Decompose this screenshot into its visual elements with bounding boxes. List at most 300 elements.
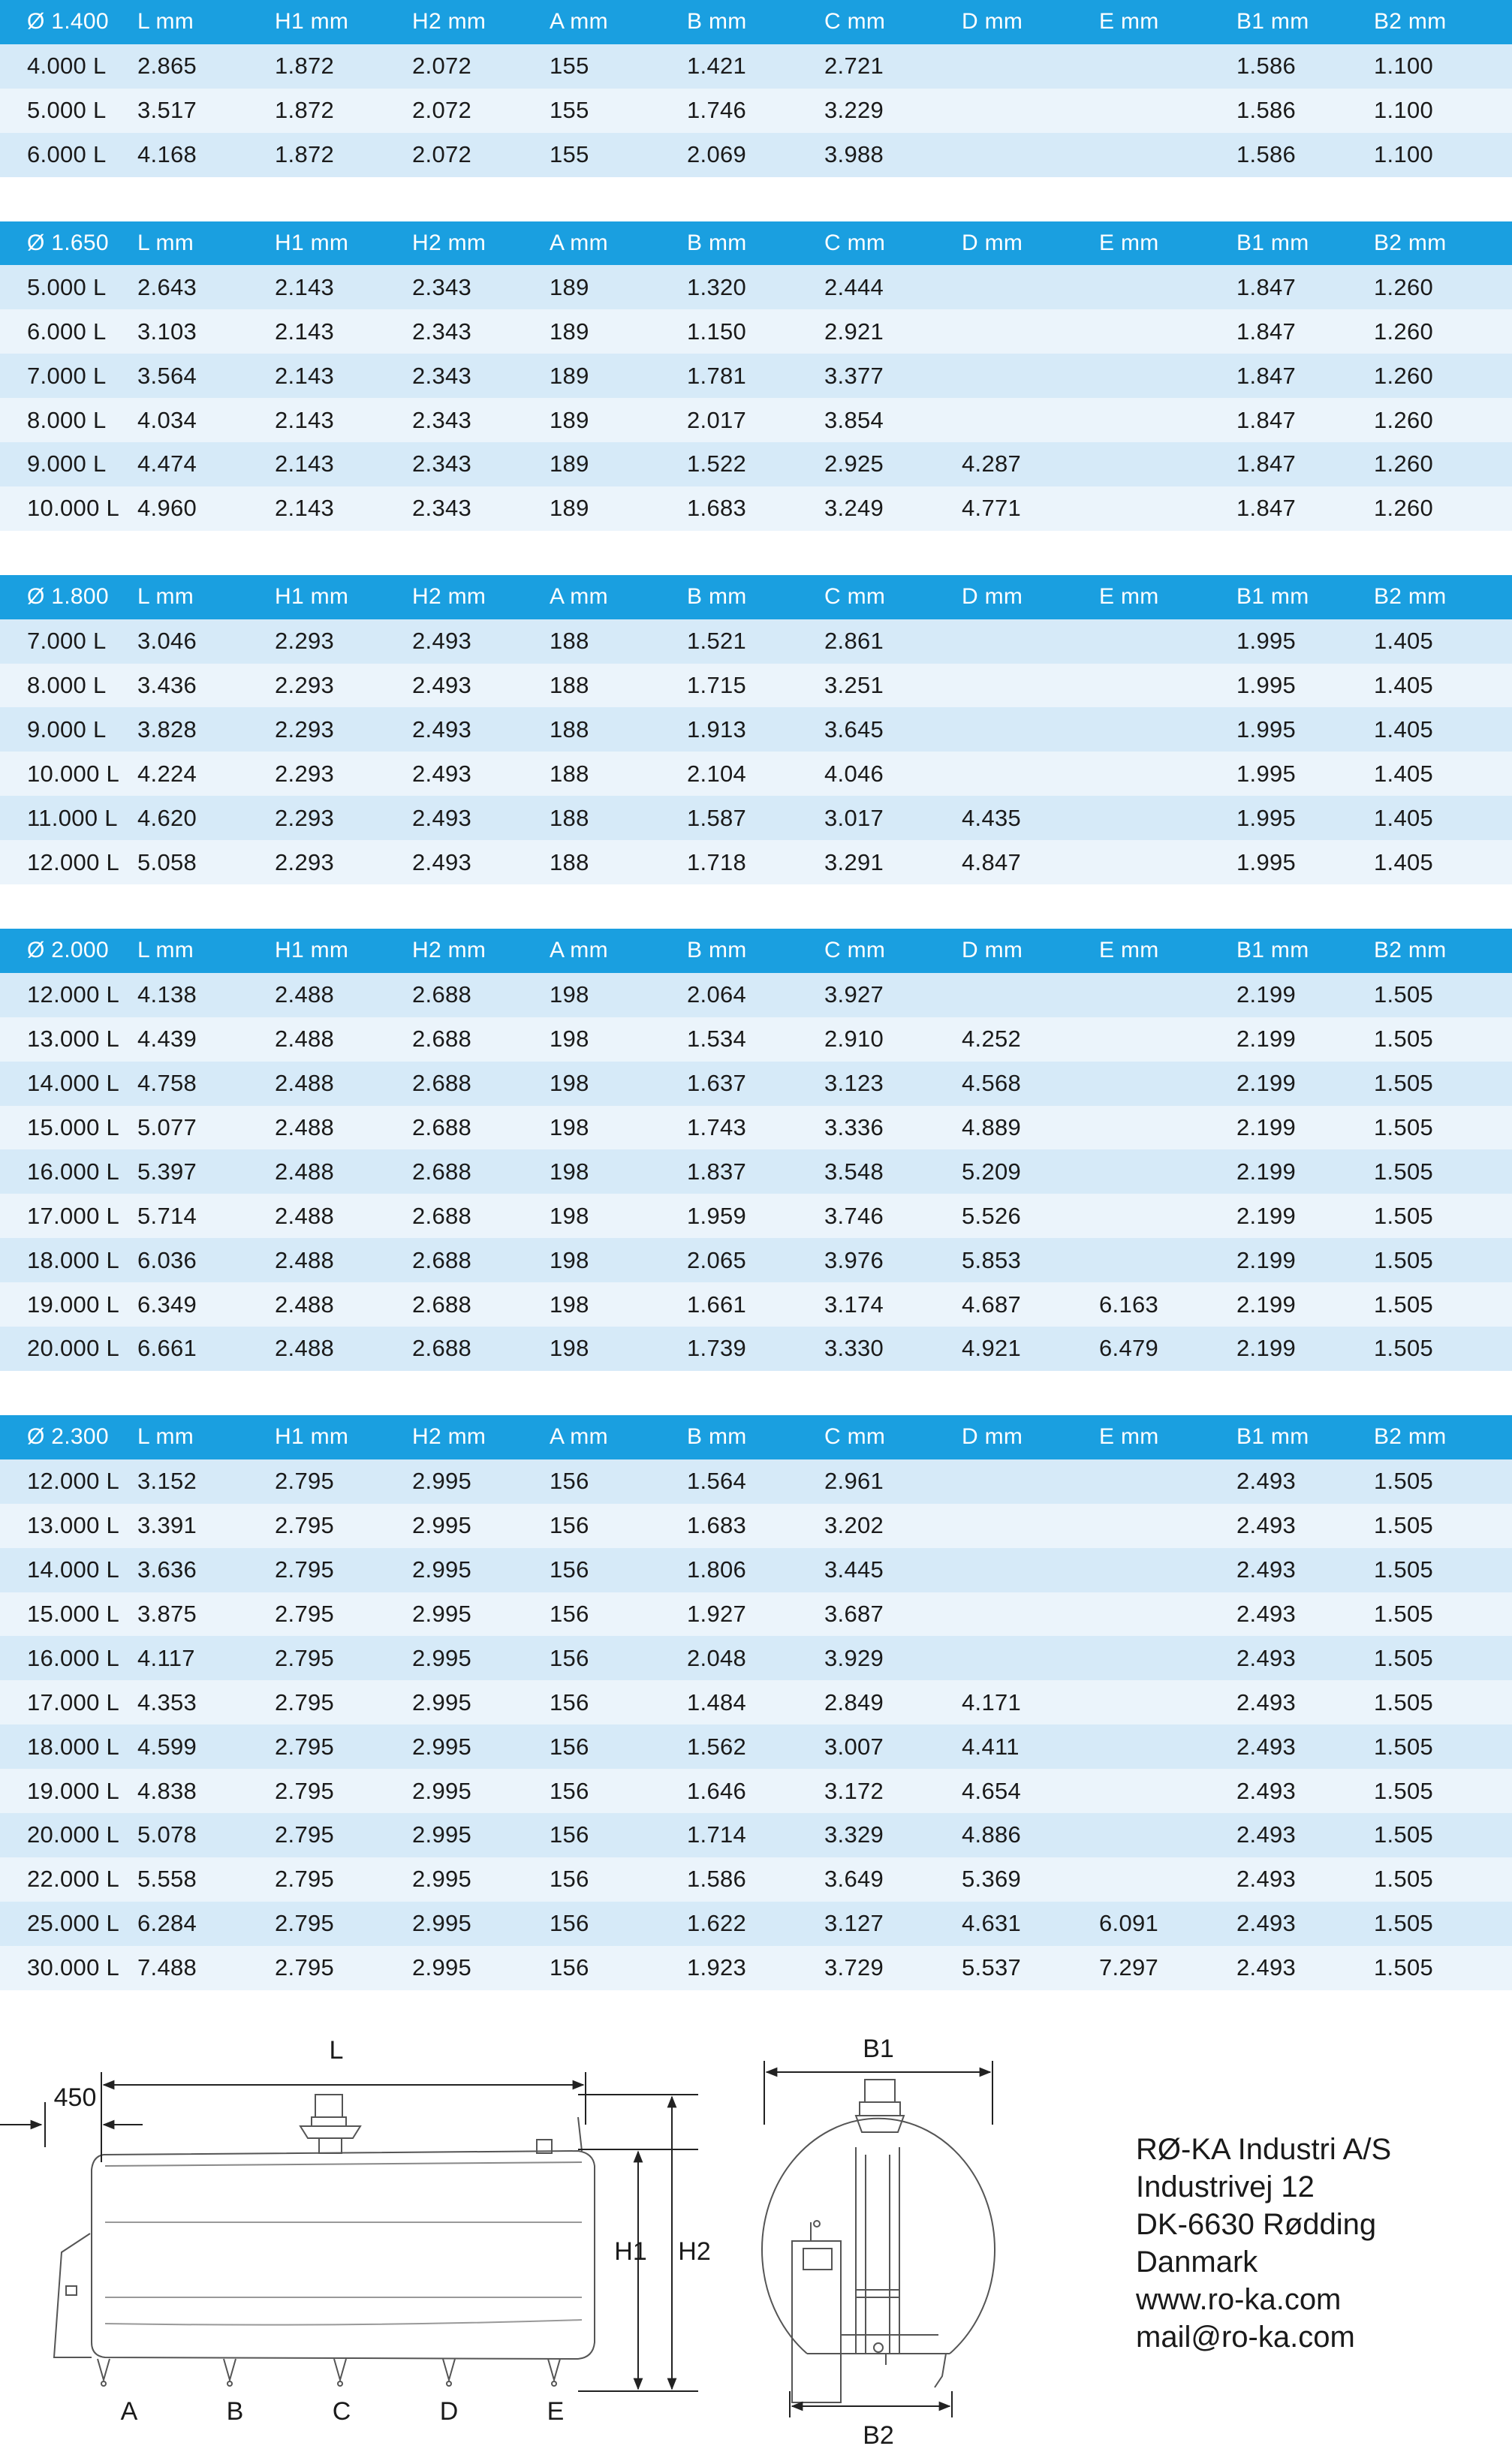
table-cell: 1.505 — [1374, 1026, 1434, 1053]
table-cell: 5.058 — [137, 848, 197, 875]
header-cell: H2 mm — [412, 9, 486, 35]
table-cell: 6.479 — [1099, 1335, 1159, 1362]
table-cell: 1.995 — [1236, 715, 1297, 743]
table-cell: 2.795 — [275, 1600, 335, 1627]
table-cell: 5.558 — [137, 1866, 197, 1893]
table-cell: 1.661 — [687, 1291, 747, 1318]
header-cell: A mm — [550, 230, 608, 255]
offset-label: 450 — [53, 2083, 97, 2112]
table-cell: 15.000 L — [27, 1600, 120, 1627]
table-cell: 2.493 — [1236, 1512, 1297, 1539]
table-cell: 1.505 — [1374, 1600, 1434, 1627]
table-cell: 4.435 — [962, 804, 1022, 831]
header-cell: H2 mm — [412, 1424, 486, 1450]
table-row — [0, 1459, 1512, 1504]
table-cell: 2.925 — [824, 450, 884, 477]
table-cell: 4.654 — [962, 1777, 1022, 1804]
table-cell: 3.988 — [824, 141, 884, 168]
table-cell: 2.688 — [412, 1335, 472, 1362]
table-cell: 10.000 L — [27, 760, 120, 787]
table-cell: 1.505 — [1374, 1733, 1434, 1760]
end-view — [762, 2080, 995, 2402]
table-cell: 20.000 L — [27, 1335, 120, 1362]
table-row — [0, 1017, 1512, 1062]
table-cell: 1.405 — [1374, 848, 1434, 875]
table-cell: 188 — [550, 672, 589, 699]
table-cell: 4.838 — [137, 1777, 197, 1804]
table-row — [0, 1680, 1512, 1724]
table-cell: 2.199 — [1236, 1070, 1297, 1097]
table-cell: 198 — [550, 981, 589, 1008]
company-website[interactable]: www.ro-ka.com — [1136, 2283, 1342, 2316]
table-cell: 4.771 — [962, 495, 1022, 522]
table-cell: 2.293 — [275, 715, 335, 743]
table-cell: 10.000 L — [27, 495, 120, 522]
table-row — [0, 1636, 1512, 1680]
table-cell: 198 — [550, 1335, 589, 1362]
table-cell: 4.046 — [824, 760, 884, 787]
table-cell: 2.488 — [275, 1114, 335, 1141]
table-cell: 1.260 — [1374, 406, 1434, 433]
table-cell: 2.343 — [412, 495, 472, 522]
table-cell: 14.000 L — [27, 1556, 120, 1583]
header-cell: Ø 2.000 — [27, 938, 109, 963]
table-cell: 2.199 — [1236, 981, 1297, 1008]
table-cell: 4.117 — [137, 1644, 195, 1671]
table-cell: 188 — [550, 804, 589, 831]
table-cell: 2.199 — [1236, 1202, 1297, 1229]
table-cell: 5.853 — [962, 1246, 1022, 1273]
table-cell: 2.688 — [412, 1202, 472, 1229]
table-cell: 4.224 — [137, 760, 197, 787]
table-cell: 155 — [550, 53, 589, 80]
table-cell: 6.000 L — [27, 318, 107, 345]
table-cell: 2.493 — [1236, 1600, 1297, 1627]
table-cell: 1.534 — [687, 1026, 747, 1053]
table-cell: 2.688 — [412, 1158, 472, 1185]
table-cell: 2.493 — [1236, 1644, 1297, 1671]
table-cell: 1.505 — [1374, 1070, 1434, 1097]
table-cell: 2.849 — [824, 1688, 884, 1715]
table-cell: 22.000 L — [27, 1866, 120, 1893]
header-cell: B1 mm — [1236, 584, 1309, 610]
header-cell: A mm — [550, 9, 608, 35]
table-cell: 3.174 — [824, 1291, 884, 1318]
table-cell: 2.143 — [275, 318, 335, 345]
table-cell: 156 — [550, 1733, 589, 1760]
table-cell: 2.493 — [412, 848, 472, 875]
header-cell: E mm — [1099, 938, 1159, 963]
table-cell: 1.421 — [687, 53, 747, 80]
table-cell: 6.163 — [1099, 1291, 1159, 1318]
table-cell: 2.493 — [1236, 1733, 1297, 1760]
company-city: DK-6630 Rødding — [1136, 2208, 1377, 2241]
table-cell: 2.995 — [412, 1954, 472, 1981]
table-row — [0, 1062, 1512, 1106]
table-cell: 2.199 — [1236, 1026, 1297, 1053]
table-cell: 2.721 — [824, 53, 884, 80]
table-row — [0, 442, 1512, 486]
table-cell: 7.000 L — [27, 628, 107, 655]
table-cell: 2.493 — [1236, 1777, 1297, 1804]
table-cell: 189 — [550, 318, 589, 345]
table-cell: 12.000 L — [27, 981, 120, 1008]
table-cell: 2.995 — [412, 1468, 472, 1495]
table-cell: 2.493 — [1236, 1556, 1297, 1583]
table-cell: 15.000 L — [27, 1114, 120, 1141]
table-cell: 1.505 — [1374, 1644, 1434, 1671]
table-cell: 16.000 L — [27, 1644, 120, 1671]
table-cell: 1.405 — [1374, 760, 1434, 787]
table-cell: 3.517 — [137, 97, 197, 124]
table-cell: 6.284 — [137, 1910, 197, 1937]
table-cell: 2.488 — [275, 1335, 335, 1362]
table-cell: 3.202 — [824, 1512, 884, 1539]
header-cell: C mm — [824, 1424, 886, 1450]
length-label: L — [329, 2036, 344, 2065]
table-cell: 156 — [550, 1512, 589, 1539]
table-cell: 1.505 — [1374, 1114, 1434, 1141]
table-cell: 1.739 — [687, 1335, 747, 1362]
table-cell: 156 — [550, 1910, 589, 1937]
table-cell: 1.260 — [1374, 495, 1434, 522]
table-cell: 1.714 — [687, 1821, 747, 1848]
company-street: Industrivej 12 — [1136, 2170, 1315, 2203]
table-cell: 4.921 — [962, 1335, 1022, 1362]
table-cell: 2.995 — [412, 1644, 472, 1671]
table-cell: 6.661 — [137, 1335, 197, 1362]
table-cell: 4.568 — [962, 1070, 1022, 1097]
table-header-row — [0, 0, 1512, 44]
table-cell: 6.091 — [1099, 1910, 1159, 1937]
header-cell: E mm — [1099, 584, 1159, 610]
table-cell: 2.795 — [275, 1866, 335, 1893]
table-cell: 2.861 — [824, 628, 884, 655]
header-cell: B mm — [687, 230, 747, 255]
table-cell: 4.960 — [137, 495, 197, 522]
table-cell: 18.000 L — [27, 1246, 120, 1273]
table-cell: 2.795 — [275, 1468, 335, 1495]
leg-label-e: E — [547, 2397, 565, 2426]
table-cell: 1.505 — [1374, 981, 1434, 1008]
table-row — [0, 1946, 1512, 1990]
table-cell: 8.000 L — [27, 672, 107, 699]
table-cell: 1.586 — [1236, 53, 1297, 80]
table-cell: 9.000 L — [27, 715, 107, 743]
table-cell: 188 — [550, 760, 589, 787]
table-cell: 1.260 — [1374, 273, 1434, 300]
table-cell: 4.620 — [137, 804, 197, 831]
table-cell: 3.391 — [137, 1512, 197, 1539]
table-cell: 4.287 — [962, 450, 1022, 477]
table-cell: 8.000 L — [27, 406, 107, 433]
table-cell: 6.000 L — [27, 141, 107, 168]
table-row — [0, 1504, 1512, 1548]
table-cell: 198 — [550, 1070, 589, 1097]
table-cell: 4.687 — [962, 1291, 1022, 1318]
leg-label-b: B — [226, 2397, 244, 2426]
header-cell: E mm — [1099, 1424, 1159, 1450]
table-cell: 2.795 — [275, 1954, 335, 1981]
table-cell: 1.505 — [1374, 1512, 1434, 1539]
table-cell: 1.847 — [1236, 273, 1297, 300]
table-cell: 2.017 — [687, 406, 747, 433]
table-cell: 1.586 — [1236, 97, 1297, 124]
table-row — [0, 1902, 1512, 1946]
table-cell: 5.078 — [137, 1821, 197, 1848]
side-view-dimensions — [0, 2072, 698, 2391]
header-cell: A mm — [550, 938, 608, 963]
table-cell: 1.586 — [687, 1866, 747, 1893]
table-cell: 1.505 — [1374, 1954, 1434, 1981]
table-cell: 1.847 — [1236, 495, 1297, 522]
table-cell: 30.000 L — [27, 1954, 120, 1981]
table-cell: 2.688 — [412, 1246, 472, 1273]
table-cell: 1.521 — [687, 628, 747, 655]
header-cell: L mm — [137, 584, 194, 610]
leg-label-a: A — [120, 2397, 138, 2426]
header-cell: A mm — [550, 1424, 608, 1450]
table-cell: 1.405 — [1374, 628, 1434, 655]
table-cell: 2.910 — [824, 1026, 884, 1053]
table-cell: 198 — [550, 1026, 589, 1053]
table-cell: 5.714 — [137, 1202, 197, 1229]
table-cell: 2.104 — [687, 760, 747, 787]
header-cell: C mm — [824, 584, 886, 610]
table-cell: 1.847 — [1236, 406, 1297, 433]
header-cell: H1 mm — [275, 938, 349, 963]
header-cell: B mm — [687, 938, 747, 963]
company-address — [1136, 2131, 1391, 2356]
table-row — [0, 1548, 1512, 1592]
table-cell: 1.847 — [1236, 450, 1297, 477]
table-cell: 2.488 — [275, 1070, 335, 1097]
table-cell: 2.493 — [412, 804, 472, 831]
table-cell: 1.587 — [687, 804, 747, 831]
table-cell: 5.369 — [962, 1866, 1022, 1893]
table-row — [0, 840, 1512, 884]
header-cell: H2 mm — [412, 584, 486, 610]
table-cell: 198 — [550, 1158, 589, 1185]
header-cell: Ø 1.800 — [27, 584, 109, 610]
table-cell: 1.505 — [1374, 1468, 1434, 1495]
table-cell: 14.000 L — [27, 1070, 120, 1097]
header-cell: Ø 1.650 — [27, 230, 109, 255]
table-cell: 2.493 — [1236, 1821, 1297, 1848]
table-cell: 1.806 — [687, 1556, 747, 1583]
table-cell: 1.715 — [687, 672, 747, 699]
table-cell: 1.959 — [687, 1202, 747, 1229]
table-cell: 198 — [550, 1202, 589, 1229]
table-cell: 1.505 — [1374, 1777, 1434, 1804]
header-cell: B1 mm — [1236, 230, 1309, 255]
header-cell: B mm — [687, 584, 747, 610]
table-cell: 1.746 — [687, 97, 747, 124]
table-cell: 2.688 — [412, 981, 472, 1008]
table-cell: 2.143 — [275, 273, 335, 300]
table-cell: 3.007 — [824, 1733, 884, 1760]
table-cell: 2.293 — [275, 628, 335, 655]
table-cell: 2.795 — [275, 1688, 335, 1715]
table-cell: 2.795 — [275, 1556, 335, 1583]
table-cell: 2.493 — [412, 760, 472, 787]
table-cell: 2.688 — [412, 1291, 472, 1318]
table-cell: 2.048 — [687, 1644, 747, 1671]
table-cell: 2.493 — [1236, 1910, 1297, 1937]
table-cell: 156 — [550, 1866, 589, 1893]
table-cell: 16.000 L — [27, 1158, 120, 1185]
table-row — [0, 619, 1512, 664]
table-row — [0, 1769, 1512, 1813]
header-cell: H2 mm — [412, 230, 486, 255]
table-cell: 4.168 — [137, 141, 197, 168]
header-cell: B1 mm — [1236, 9, 1309, 35]
table-row — [0, 752, 1512, 796]
table-cell: 2.293 — [275, 672, 335, 699]
table-cell: 18.000 L — [27, 1733, 120, 1760]
table-row — [0, 44, 1512, 89]
table-cell: 4.171 — [962, 1688, 1022, 1715]
table-cell: 1.150 — [687, 318, 747, 345]
table-row — [0, 1813, 1512, 1857]
table-cell: 1.522 — [687, 450, 747, 477]
table-cell: 2.493 — [1236, 1866, 1297, 1893]
table-row — [0, 1724, 1512, 1769]
table-cell: 5.000 L — [27, 273, 107, 300]
table-row — [0, 973, 1512, 1017]
table-cell: 3.127 — [824, 1910, 884, 1937]
table-header-row — [0, 1415, 1512, 1459]
table-cell: 17.000 L — [27, 1202, 120, 1229]
table-cell: 2.493 — [412, 715, 472, 743]
h2-label: H2 — [678, 2237, 711, 2266]
header-cell: C mm — [824, 938, 886, 963]
table-cell: 156 — [550, 1821, 589, 1848]
table-cell: 3.229 — [824, 97, 884, 124]
table-cell: 1.505 — [1374, 1291, 1434, 1318]
header-cell: D mm — [962, 230, 1023, 255]
table-cell: 1.743 — [687, 1114, 747, 1141]
table-cell: 1.100 — [1374, 141, 1434, 168]
table-cell: 1.586 — [1236, 141, 1297, 168]
table-cell: 2.995 — [412, 1600, 472, 1627]
table-cell: 1.646 — [687, 1777, 747, 1804]
table-cell: 2.343 — [412, 406, 472, 433]
table-cell: 156 — [550, 1644, 589, 1671]
table-cell: 1.683 — [687, 1512, 747, 1539]
table-cell: 155 — [550, 141, 589, 168]
table-cell: 7.488 — [137, 1954, 197, 1981]
table-cell: 4.758 — [137, 1070, 197, 1097]
table-cell: 2.293 — [275, 804, 335, 831]
table-cell: 1.505 — [1374, 1821, 1434, 1848]
table-cell: 1.505 — [1374, 1335, 1434, 1362]
header-cell: E mm — [1099, 9, 1159, 35]
table-cell: 2.199 — [1236, 1291, 1297, 1318]
header-cell: Ø 2.300 — [27, 1424, 109, 1450]
header-cell: H1 mm — [275, 9, 349, 35]
b2-label: B2 — [863, 2421, 894, 2450]
table-header-row — [0, 221, 1512, 266]
table-cell: 1.872 — [275, 53, 335, 80]
table-cell: 5.397 — [137, 1158, 197, 1185]
table-cell: 19.000 L — [27, 1777, 120, 1804]
table-cell: 3.172 — [824, 1777, 884, 1804]
table-row — [0, 1238, 1512, 1282]
table-cell: 2.865 — [137, 53, 197, 80]
table-row — [0, 1592, 1512, 1637]
table-cell: 5.077 — [137, 1114, 197, 1141]
table-cell: 2.688 — [412, 1070, 472, 1097]
table-cell: 11.000 L — [27, 804, 118, 831]
table-cell: 2.995 — [412, 1733, 472, 1760]
table-cell: 1.923 — [687, 1954, 747, 1981]
table-cell: 2.688 — [412, 1026, 472, 1053]
table-cell: 188 — [550, 715, 589, 743]
table-cell: 2.488 — [275, 1202, 335, 1229]
table-cell: 1.995 — [1236, 760, 1297, 787]
table-cell: 4.474 — [137, 450, 197, 477]
table-cell: 3.330 — [824, 1335, 884, 1362]
company-email[interactable]: mail@ro-ka.com — [1136, 2321, 1355, 2354]
table-cell: 2.065 — [687, 1246, 747, 1273]
table-cell: 2.488 — [275, 1158, 335, 1185]
table-cell: 2.493 — [412, 628, 472, 655]
table-cell: 156 — [550, 1954, 589, 1981]
table-cell: 2.688 — [412, 1114, 472, 1141]
table-cell: 4.599 — [137, 1733, 197, 1760]
table-cell: 25.000 L — [27, 1910, 120, 1937]
table-cell: 3.329 — [824, 1821, 884, 1848]
table-cell: 3.729 — [824, 1954, 884, 1981]
table-cell: 3.746 — [824, 1202, 884, 1229]
table-cell: 5.526 — [962, 1202, 1022, 1229]
table-cell: 2.343 — [412, 362, 472, 389]
table-cell: 2.199 — [1236, 1246, 1297, 1273]
table-cell: 2.072 — [412, 97, 472, 124]
table-cell: 2.293 — [275, 760, 335, 787]
side-view — [54, 2095, 595, 2386]
table-cell: 188 — [550, 628, 589, 655]
table-cell: 1.872 — [275, 97, 335, 124]
table-cell: 2.069 — [687, 141, 747, 168]
table-cell: 1.781 — [687, 362, 747, 389]
table-cell: 3.564 — [137, 362, 197, 389]
table-cell: 3.249 — [824, 495, 884, 522]
table-cell: 189 — [550, 362, 589, 389]
table-cell: 1.683 — [687, 495, 747, 522]
table-cell: 12.000 L — [27, 1468, 120, 1495]
table-cell: 2.795 — [275, 1821, 335, 1848]
table-cell: 3.687 — [824, 1600, 884, 1627]
table-cell: 188 — [550, 848, 589, 875]
header-cell: B1 mm — [1236, 1424, 1309, 1450]
header-cell: D mm — [962, 584, 1023, 610]
dimension-table — [0, 0, 1512, 177]
table-cell: 2.995 — [412, 1777, 472, 1804]
header-cell: L mm — [137, 938, 194, 963]
table-row — [0, 398, 1512, 442]
table-cell: 5.537 — [962, 1954, 1022, 1981]
table-cell: 1.847 — [1236, 362, 1297, 389]
table-header-row — [0, 929, 1512, 973]
leg-label-c: C — [332, 2397, 351, 2426]
table-cell: 5.209 — [962, 1158, 1022, 1185]
table-cell: 2.343 — [412, 273, 472, 300]
table-cell: 189 — [550, 450, 589, 477]
table-row — [0, 1857, 1512, 1902]
table-row — [0, 1106, 1512, 1150]
